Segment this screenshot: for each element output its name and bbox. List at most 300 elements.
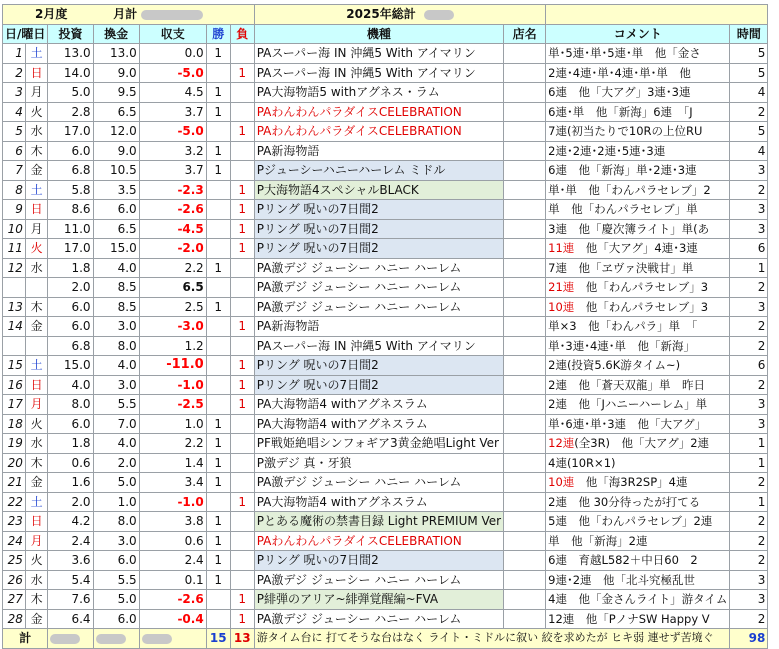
cell-machine[interactable]: PA新海物語 <box>254 317 503 337</box>
cell-machine[interactable]: PA大海物語4 withアグネスラム <box>254 395 503 415</box>
cell-win[interactable]: 1 <box>206 512 230 532</box>
cell-comment[interactable]: 11連 他「大アグ」4連･3連 <box>546 239 730 259</box>
cell-invest[interactable]: 5.8 <box>48 180 93 200</box>
cell-invest[interactable]: 6.0 <box>48 141 93 161</box>
cell-time[interactable]: 6 <box>730 239 768 259</box>
cell-lose[interactable] <box>230 336 254 356</box>
cell-cash[interactable]: 6.5 <box>93 102 139 122</box>
cell-day[interactable]: 14 <box>3 317 26 337</box>
cell-invest[interactable]: 2.0 <box>48 492 93 512</box>
cell-win[interactable]: 1 <box>206 473 230 493</box>
cell-store[interactable] <box>504 122 546 142</box>
cell-invest[interactable]: 15.0 <box>48 356 93 376</box>
cell-lose[interactable]: 1 <box>230 356 254 376</box>
total-cash[interactable] <box>93 629 139 649</box>
cell-win[interactable]: 1 <box>206 83 230 103</box>
cell-store[interactable] <box>504 239 546 259</box>
cell-win[interactable]: 1 <box>206 44 230 64</box>
cell-invest[interactable]: 5.4 <box>48 570 93 590</box>
cell-store[interactable] <box>504 180 546 200</box>
cell-day[interactable]: 9 <box>3 200 26 220</box>
cell-weekday[interactable]: 土 <box>25 44 48 64</box>
cell-invest[interactable]: 6.0 <box>48 317 93 337</box>
cell-balance[interactable]: -5.0 <box>139 122 206 142</box>
cell-win[interactable] <box>206 356 230 376</box>
cell-win[interactable]: 1 <box>206 531 230 551</box>
cell-time[interactable]: 3 <box>730 395 768 415</box>
cell-day[interactable] <box>3 336 26 356</box>
cell-store[interactable] <box>504 434 546 454</box>
cell-store[interactable] <box>504 375 546 395</box>
cell-day[interactable]: 16 <box>3 375 26 395</box>
cell-invest[interactable]: 2.8 <box>48 102 93 122</box>
cell-lose[interactable] <box>230 83 254 103</box>
cell-weekday[interactable]: 火 <box>25 239 48 259</box>
cell-day[interactable]: 26 <box>3 570 26 590</box>
cell-lose[interactable]: 1 <box>230 609 254 629</box>
cell-weekday[interactable] <box>25 336 48 356</box>
cell-store[interactable] <box>504 473 546 493</box>
cell-time[interactable]: 6 <box>730 356 768 376</box>
cell-lose[interactable] <box>230 512 254 532</box>
cell-win[interactable]: 1 <box>206 141 230 161</box>
cell-weekday[interactable]: 水 <box>25 258 48 278</box>
cell-cash[interactable]: 15.0 <box>93 239 139 259</box>
cell-balance[interactable]: 3.2 <box>139 141 206 161</box>
cell-machine[interactable]: Pリング 呪いの7日間2 <box>254 219 503 239</box>
cell-store[interactable] <box>504 414 546 434</box>
cell-balance[interactable]: 2.5 <box>139 297 206 317</box>
cell-weekday[interactable]: 金 <box>25 609 48 629</box>
cell-day[interactable]: 22 <box>3 492 26 512</box>
col-invest[interactable]: 投資 <box>48 24 93 44</box>
cell-win[interactable]: 1 <box>206 414 230 434</box>
cell-lose[interactable] <box>230 531 254 551</box>
cell-weekday[interactable]: 月 <box>25 83 48 103</box>
cell-invest[interactable]: 1.8 <box>48 258 93 278</box>
cell-time[interactable]: 2 <box>730 551 768 571</box>
cell-cash[interactable]: 4.0 <box>93 434 139 454</box>
cell-balance[interactable]: -2.6 <box>139 200 206 220</box>
cell-day[interactable]: 18 <box>3 414 26 434</box>
cell-time[interactable]: 3 <box>730 414 768 434</box>
cell-invest[interactable]: 0.6 <box>48 453 93 473</box>
cell-weekday[interactable]: 土 <box>25 492 48 512</box>
cell-day[interactable]: 27 <box>3 590 26 610</box>
cell-balance[interactable]: -0.4 <box>139 609 206 629</box>
cell-comment[interactable]: 2連 他「Jハニーハーレム」単 <box>546 395 730 415</box>
cell-time[interactable]: 4 <box>730 83 768 103</box>
cell-comment[interactable]: 10連 他「海3R2SP」4連 <box>546 473 730 493</box>
cell-weekday[interactable]: 月 <box>25 395 48 415</box>
cell-cash[interactable]: 8.5 <box>93 297 139 317</box>
cell-store[interactable] <box>504 161 546 181</box>
cell-time[interactable]: 2 <box>730 317 768 337</box>
cell-machine[interactable]: PA新海物語 <box>254 141 503 161</box>
month-total-value[interactable] <box>139 5 254 25</box>
cell-cash[interactable]: 8.5 <box>93 278 139 298</box>
cell-comment[interactable]: 7連(初当たりで10Rの上位RU <box>546 122 730 142</box>
cell-weekday[interactable]: 木 <box>25 297 48 317</box>
cell-lose[interactable] <box>230 161 254 181</box>
cell-time[interactable]: 3 <box>730 297 768 317</box>
cell-lose[interactable] <box>230 278 254 298</box>
cell-day[interactable]: 13 <box>3 297 26 317</box>
cell-time[interactable]: 4 <box>730 141 768 161</box>
cell-day[interactable]: 28 <box>3 609 26 629</box>
cell-comment[interactable]: 10連 他「わんパラセレブ」3 <box>546 297 730 317</box>
cell-comment[interactable]: 6連 他「新海」単･2連･3連 <box>546 161 730 181</box>
cell-time[interactable]: 5 <box>730 44 768 64</box>
cell-day[interactable]: 21 <box>3 473 26 493</box>
cell-balance[interactable]: 2.4 <box>139 551 206 571</box>
cell-cash[interactable]: 5.0 <box>93 473 139 493</box>
cell-machine[interactable]: Pリング 呪いの7日間2 <box>254 239 503 259</box>
cell-invest[interactable]: 2.4 <box>48 531 93 551</box>
cell-machine[interactable]: P緋弾のアリア~緋弾覚醒編~FVA <box>254 590 503 610</box>
cell-comment[interactable]: 2連(投資5.6K游タイム~) <box>546 356 730 376</box>
col-time[interactable]: 時間 <box>730 24 768 44</box>
cell-comment[interactable]: 単･6連･単･3連 他「大アグ」 <box>546 414 730 434</box>
cell-time[interactable]: 2 <box>730 473 768 493</box>
cell-comment[interactable]: 6連 他「大アグ」3連･3連 <box>546 83 730 103</box>
cell-day[interactable]: 1 <box>3 44 26 64</box>
cell-store[interactable] <box>504 512 546 532</box>
cell-win[interactable]: 1 <box>206 551 230 571</box>
cell-time[interactable]: 3 <box>730 570 768 590</box>
cell-store[interactable] <box>504 102 546 122</box>
cell-comment[interactable]: 12連 他「PノナSW Happy V <box>546 609 730 629</box>
cell-comment[interactable]: 9連･2連 他「北斗究極乱世 <box>546 570 730 590</box>
cell-weekday[interactable]: 日 <box>25 200 48 220</box>
cell-comment[interactable]: 単 他「新海」2連 <box>546 531 730 551</box>
cell-invest[interactable]: 6.0 <box>48 297 93 317</box>
cell-time[interactable]: 2 <box>730 336 768 356</box>
cell-cash[interactable]: 6.0 <box>93 551 139 571</box>
cell-day[interactable]: 11 <box>3 239 26 259</box>
cell-weekday[interactable]: 火 <box>25 102 48 122</box>
cell-balance[interactable]: -3.0 <box>139 317 206 337</box>
cell-invest[interactable]: 6.0 <box>48 414 93 434</box>
cell-cash[interactable]: 9.5 <box>93 83 139 103</box>
cell-day[interactable]: 23 <box>3 512 26 532</box>
cell-lose[interactable]: 1 <box>230 492 254 512</box>
cell-machine[interactable]: Pジューシーハニーハーレム ミドル <box>254 161 503 181</box>
cell-balance[interactable]: 1.2 <box>139 336 206 356</box>
cell-machine[interactable]: PA激デジ ジューシー ハニー ハーレム <box>254 297 503 317</box>
cell-win[interactable] <box>206 590 230 610</box>
cell-comment[interactable]: 12連(全3R) 他「大アグ」2連 <box>546 434 730 454</box>
cell-win[interactable]: 1 <box>206 570 230 590</box>
cell-lose[interactable]: 1 <box>230 375 254 395</box>
cell-lose[interactable] <box>230 102 254 122</box>
cell-balance[interactable]: -2.3 <box>139 180 206 200</box>
cell-machine[interactable]: PA激デジ ジューシー ハニー ハーレム <box>254 473 503 493</box>
cell-win[interactable] <box>206 492 230 512</box>
cell-invest[interactable]: 8.6 <box>48 200 93 220</box>
cell-store[interactable] <box>504 356 546 376</box>
cell-time[interactable]: 1 <box>730 453 768 473</box>
total-hours[interactable]: 98 <box>730 629 768 649</box>
cell-lose[interactable]: 1 <box>230 395 254 415</box>
cell-weekday[interactable]: 木 <box>25 590 48 610</box>
cell-invest[interactable]: 11.0 <box>48 219 93 239</box>
cell-lose[interactable] <box>230 44 254 64</box>
cell-win[interactable] <box>206 219 230 239</box>
cell-day[interactable]: 4 <box>3 102 26 122</box>
cell-store[interactable] <box>504 63 546 83</box>
cell-weekday[interactable]: 土 <box>25 180 48 200</box>
cell-lose[interactable]: 1 <box>230 239 254 259</box>
total-label[interactable]: 計 <box>3 629 48 649</box>
cell-day[interactable]: 3 <box>3 83 26 103</box>
cell-store[interactable] <box>504 609 546 629</box>
cell-machine[interactable]: PAスーパー海 IN 沖縄5 With アイマリン <box>254 44 503 64</box>
cell-day[interactable]: 5 <box>3 122 26 142</box>
cell-invest[interactable]: 17.0 <box>48 239 93 259</box>
spreadsheet[interactable] <box>2 4 768 649</box>
cell-cash[interactable]: 1.0 <box>93 492 139 512</box>
cell-store[interactable] <box>504 590 546 610</box>
cell-machine[interactable]: PF戦姫絶唱シンフォギア3黄金絶唱Light Ver <box>254 434 503 454</box>
cell-invest[interactable]: 4.0 <box>48 375 93 395</box>
cell-machine[interactable]: PA大海物語4 withアグネスラム <box>254 492 503 512</box>
total-balance[interactable] <box>139 629 206 649</box>
cell-day[interactable]: 19 <box>3 434 26 454</box>
cell-comment[interactable]: 4連 他「金さんライト」游タイム <box>546 590 730 610</box>
cell-win[interactable] <box>206 395 230 415</box>
cell-lose[interactable]: 1 <box>230 219 254 239</box>
cell-balance[interactable]: 2.2 <box>139 434 206 454</box>
cell-weekday[interactable]: 木 <box>25 141 48 161</box>
cell-time[interactable]: 2 <box>730 375 768 395</box>
cell-time[interactable]: 2 <box>730 512 768 532</box>
cell-win[interactable] <box>206 122 230 142</box>
cell-machine[interactable]: Pリング 呪いの7日間2 <box>254 200 503 220</box>
cell-win[interactable]: 1 <box>206 258 230 278</box>
cell-weekday[interactable]: 日 <box>25 375 48 395</box>
cell-store[interactable] <box>504 83 546 103</box>
cell-day[interactable]: 25 <box>3 551 26 571</box>
cell-lose[interactable]: 1 <box>230 200 254 220</box>
cell-cash[interactable]: 3.0 <box>93 531 139 551</box>
cell-comment[interactable]: 単･単 他「わんパラセレブ」2 <box>546 180 730 200</box>
cell-store[interactable] <box>504 492 546 512</box>
cell-comment[interactable]: 単 他「わんパラセレブ」単 <box>546 200 730 220</box>
total-invest[interactable] <box>48 629 93 649</box>
cell-store[interactable] <box>504 44 546 64</box>
cell-balance[interactable]: 6.5 <box>139 278 206 298</box>
cell-cash[interactable]: 8.0 <box>93 336 139 356</box>
cell-store[interactable] <box>504 531 546 551</box>
cell-machine[interactable]: PA激デジ ジューシー ハニー ハーレム <box>254 278 503 298</box>
col-cash[interactable]: 換金 <box>93 24 139 44</box>
cell-lose[interactable]: 1 <box>230 180 254 200</box>
cell-day[interactable]: 2 <box>3 63 26 83</box>
cell-cash[interactable]: 7.0 <box>93 414 139 434</box>
total-comment[interactable]: 游タイム台に 打てそうな台はなく ライト・ミドルに叙い 絞を求めたが ヒキ弱 連せず苦境ぐ <box>254 629 730 649</box>
cell-balance[interactable]: -2.0 <box>139 239 206 259</box>
cell-win[interactable] <box>206 200 230 220</box>
cell-machine[interactable]: P大海物語4スペシャルBLACK <box>254 180 503 200</box>
cell-store[interactable] <box>504 278 546 298</box>
cell-lose[interactable]: 1 <box>230 317 254 337</box>
cell-weekday[interactable]: 土 <box>25 356 48 376</box>
cell-comment[interactable]: 5連 他「わんパラセレブ」2連 <box>546 512 730 532</box>
cell-time[interactable]: 2 <box>730 102 768 122</box>
col-machine[interactable]: 機種 <box>254 24 503 44</box>
cell-store[interactable] <box>504 258 546 278</box>
cell-comment[interactable]: 21連 他「わんパラセレブ」3 <box>546 278 730 298</box>
cell-cash[interactable]: 10.5 <box>93 161 139 181</box>
cell-comment[interactable]: 6連 育越L582＋中日60 2 <box>546 551 730 571</box>
cell-invest[interactable]: 17.0 <box>48 122 93 142</box>
cell-lose[interactable] <box>230 258 254 278</box>
cell-lose[interactable] <box>230 434 254 454</box>
cell-cash[interactable]: 12.0 <box>93 122 139 142</box>
cell-machine[interactable]: Pとある魔術の禁書目録 Light PREMIUM Ver <box>254 512 503 532</box>
cell-machine[interactable]: Pリング 呪いの7日間2 <box>254 551 503 571</box>
cell-time[interactable]: 3 <box>730 161 768 181</box>
cell-day[interactable]: 10 <box>3 219 26 239</box>
cell-weekday[interactable]: 水 <box>25 570 48 590</box>
cell-cash[interactable]: 9.0 <box>93 141 139 161</box>
cell-store[interactable] <box>504 317 546 337</box>
cell-cash[interactable]: 8.0 <box>93 512 139 532</box>
cell-invest[interactable]: 5.0 <box>48 83 93 103</box>
cell-lose[interactable] <box>230 570 254 590</box>
cell-cash[interactable]: 6.0 <box>93 200 139 220</box>
cell-time[interactable]: 3 <box>730 590 768 610</box>
cell-invest[interactable]: 4.2 <box>48 512 93 532</box>
cell-lose[interactable] <box>230 453 254 473</box>
cell-balance[interactable]: -11.0 <box>139 356 206 376</box>
cell-comment[interactable]: 2連･4連･単･4連･単･単 他 <box>546 63 730 83</box>
cell-comment[interactable]: 単･5連･単･5連･単 他「金さ <box>546 44 730 64</box>
cell-weekday[interactable]: 水 <box>25 434 48 454</box>
cell-day[interactable]: 15 <box>3 356 26 376</box>
cell-weekday[interactable]: 日 <box>25 512 48 532</box>
cell-cash[interactable]: 3.5 <box>93 180 139 200</box>
cell-time[interactable]: 5 <box>730 122 768 142</box>
cell-time[interactable]: 2 <box>730 278 768 298</box>
cell-time[interactable]: 2 <box>730 180 768 200</box>
cell-balance[interactable]: -4.5 <box>139 219 206 239</box>
col-comment[interactable]: コメント <box>546 24 730 44</box>
cell-time[interactable]: 2 <box>730 531 768 551</box>
cell-win[interactable] <box>206 317 230 337</box>
cell-lose[interactable] <box>230 297 254 317</box>
cell-weekday[interactable]: 金 <box>25 473 48 493</box>
cell-cash[interactable]: 3.0 <box>93 317 139 337</box>
cell-win[interactable]: 1 <box>206 161 230 181</box>
cell-invest[interactable]: 1.6 <box>48 473 93 493</box>
cell-comment[interactable]: 6連･単 他「新海」6連 「J <box>546 102 730 122</box>
cell-store[interactable] <box>504 453 546 473</box>
cell-machine[interactable]: PAわんわんパラダイスCELEBRATION <box>254 102 503 122</box>
cell-balance[interactable]: -5.0 <box>139 63 206 83</box>
cell-comment[interactable]: 3連 他「慶次簿ライト」単(あ <box>546 219 730 239</box>
cell-cash[interactable]: 4.0 <box>93 258 139 278</box>
cell-store[interactable] <box>504 570 546 590</box>
cell-cash[interactable]: 13.0 <box>93 44 139 64</box>
cell-store[interactable] <box>504 395 546 415</box>
cell-machine[interactable]: PAわんわんパラダイスCELEBRATION <box>254 122 503 142</box>
cell-win[interactable]: 1 <box>206 297 230 317</box>
cell-day[interactable]: 6 <box>3 141 26 161</box>
col-store[interactable]: 店名 <box>504 24 546 44</box>
col-lose[interactable]: 負 <box>230 24 254 44</box>
cell-lose[interactable] <box>230 551 254 571</box>
cell-invest[interactable]: 6.4 <box>48 609 93 629</box>
cell-time[interactable]: 2 <box>730 609 768 629</box>
cell-balance[interactable]: 0.0 <box>139 44 206 64</box>
cell-lose[interactable]: 1 <box>230 590 254 610</box>
cell-machine[interactable]: PA大海物語5 withアグネス・ラム <box>254 83 503 103</box>
cell-balance[interactable]: 3.4 <box>139 473 206 493</box>
cell-lose[interactable] <box>230 414 254 434</box>
cell-balance[interactable]: 3.7 <box>139 102 206 122</box>
cell-machine[interactable]: Pリング 呪いの7日間2 <box>254 375 503 395</box>
cell-balance[interactable]: 3.8 <box>139 512 206 532</box>
cell-time[interactable]: 3 <box>730 219 768 239</box>
cell-win[interactable] <box>206 63 230 83</box>
cell-comment[interactable]: 2連 他 30分待ったが打てる <box>546 492 730 512</box>
cell-weekday[interactable]: 木 <box>25 453 48 473</box>
cell-comment[interactable]: 単×3 他「わんパラ」単 「 <box>546 317 730 337</box>
cell-time[interactable]: 1 <box>730 258 768 278</box>
col-balance[interactable]: 収支 <box>139 24 206 44</box>
cell-day[interactable]: 24 <box>3 531 26 551</box>
cell-balance[interactable]: 3.7 <box>139 161 206 181</box>
cell-balance[interactable]: 2.2 <box>139 258 206 278</box>
cell-cash[interactable]: 5.5 <box>93 395 139 415</box>
cell-balance[interactable]: 1.4 <box>139 453 206 473</box>
cell-machine[interactable]: PAわんわんパラダイスCELEBRATION <box>254 531 503 551</box>
cell-invest[interactable]: 6.8 <box>48 161 93 181</box>
cell-store[interactable] <box>504 551 546 571</box>
cell-invest[interactable]: 2.0 <box>48 278 93 298</box>
cell-machine[interactable]: PA激デジ ジューシー ハニー ハーレム <box>254 258 503 278</box>
cell-comment[interactable]: 2連･2連･2連･5連･3連 <box>546 141 730 161</box>
cell-weekday[interactable]: 金 <box>25 317 48 337</box>
cell-balance[interactable]: -2.5 <box>139 395 206 415</box>
cell-cash[interactable]: 5.5 <box>93 570 139 590</box>
month-cell[interactable] <box>3 5 140 25</box>
cell-time[interactable]: 3 <box>730 200 768 220</box>
cell-invest[interactable]: 7.6 <box>48 590 93 610</box>
col-win[interactable]: 勝 <box>206 24 230 44</box>
cell-machine[interactable]: PAスーパー海 IN 沖縄5 With アイマリン <box>254 336 503 356</box>
total-wins[interactable]: 15 <box>206 629 230 649</box>
cell-cash[interactable]: 9.0 <box>93 63 139 83</box>
cell-balance[interactable]: 0.6 <box>139 531 206 551</box>
cell-machine[interactable]: PA激デジ ジューシー ハニー ハーレム <box>254 570 503 590</box>
cell-lose[interactable]: 1 <box>230 122 254 142</box>
cell-comment[interactable]: 4連(10R×1) <box>546 453 730 473</box>
cell-win[interactable] <box>206 609 230 629</box>
cell-invest[interactable]: 3.6 <box>48 551 93 571</box>
cell-comment[interactable]: 7連 他「ヱヴァ決戦甘」単 <box>546 258 730 278</box>
cell-lose[interactable]: 1 <box>230 63 254 83</box>
cell-store[interactable] <box>504 336 546 356</box>
cell-weekday[interactable]: 火 <box>25 414 48 434</box>
cell-balance[interactable]: 1.0 <box>139 414 206 434</box>
cell-comment[interactable]: 単･3連･4連･単 他「新海」 <box>546 336 730 356</box>
cell-machine[interactable]: PA大海物語4 withアグネスラム <box>254 414 503 434</box>
cell-comment[interactable]: 2連 他「蒼天双龍」単 昨日 <box>546 375 730 395</box>
cell-cash[interactable]: 6.0 <box>93 609 139 629</box>
